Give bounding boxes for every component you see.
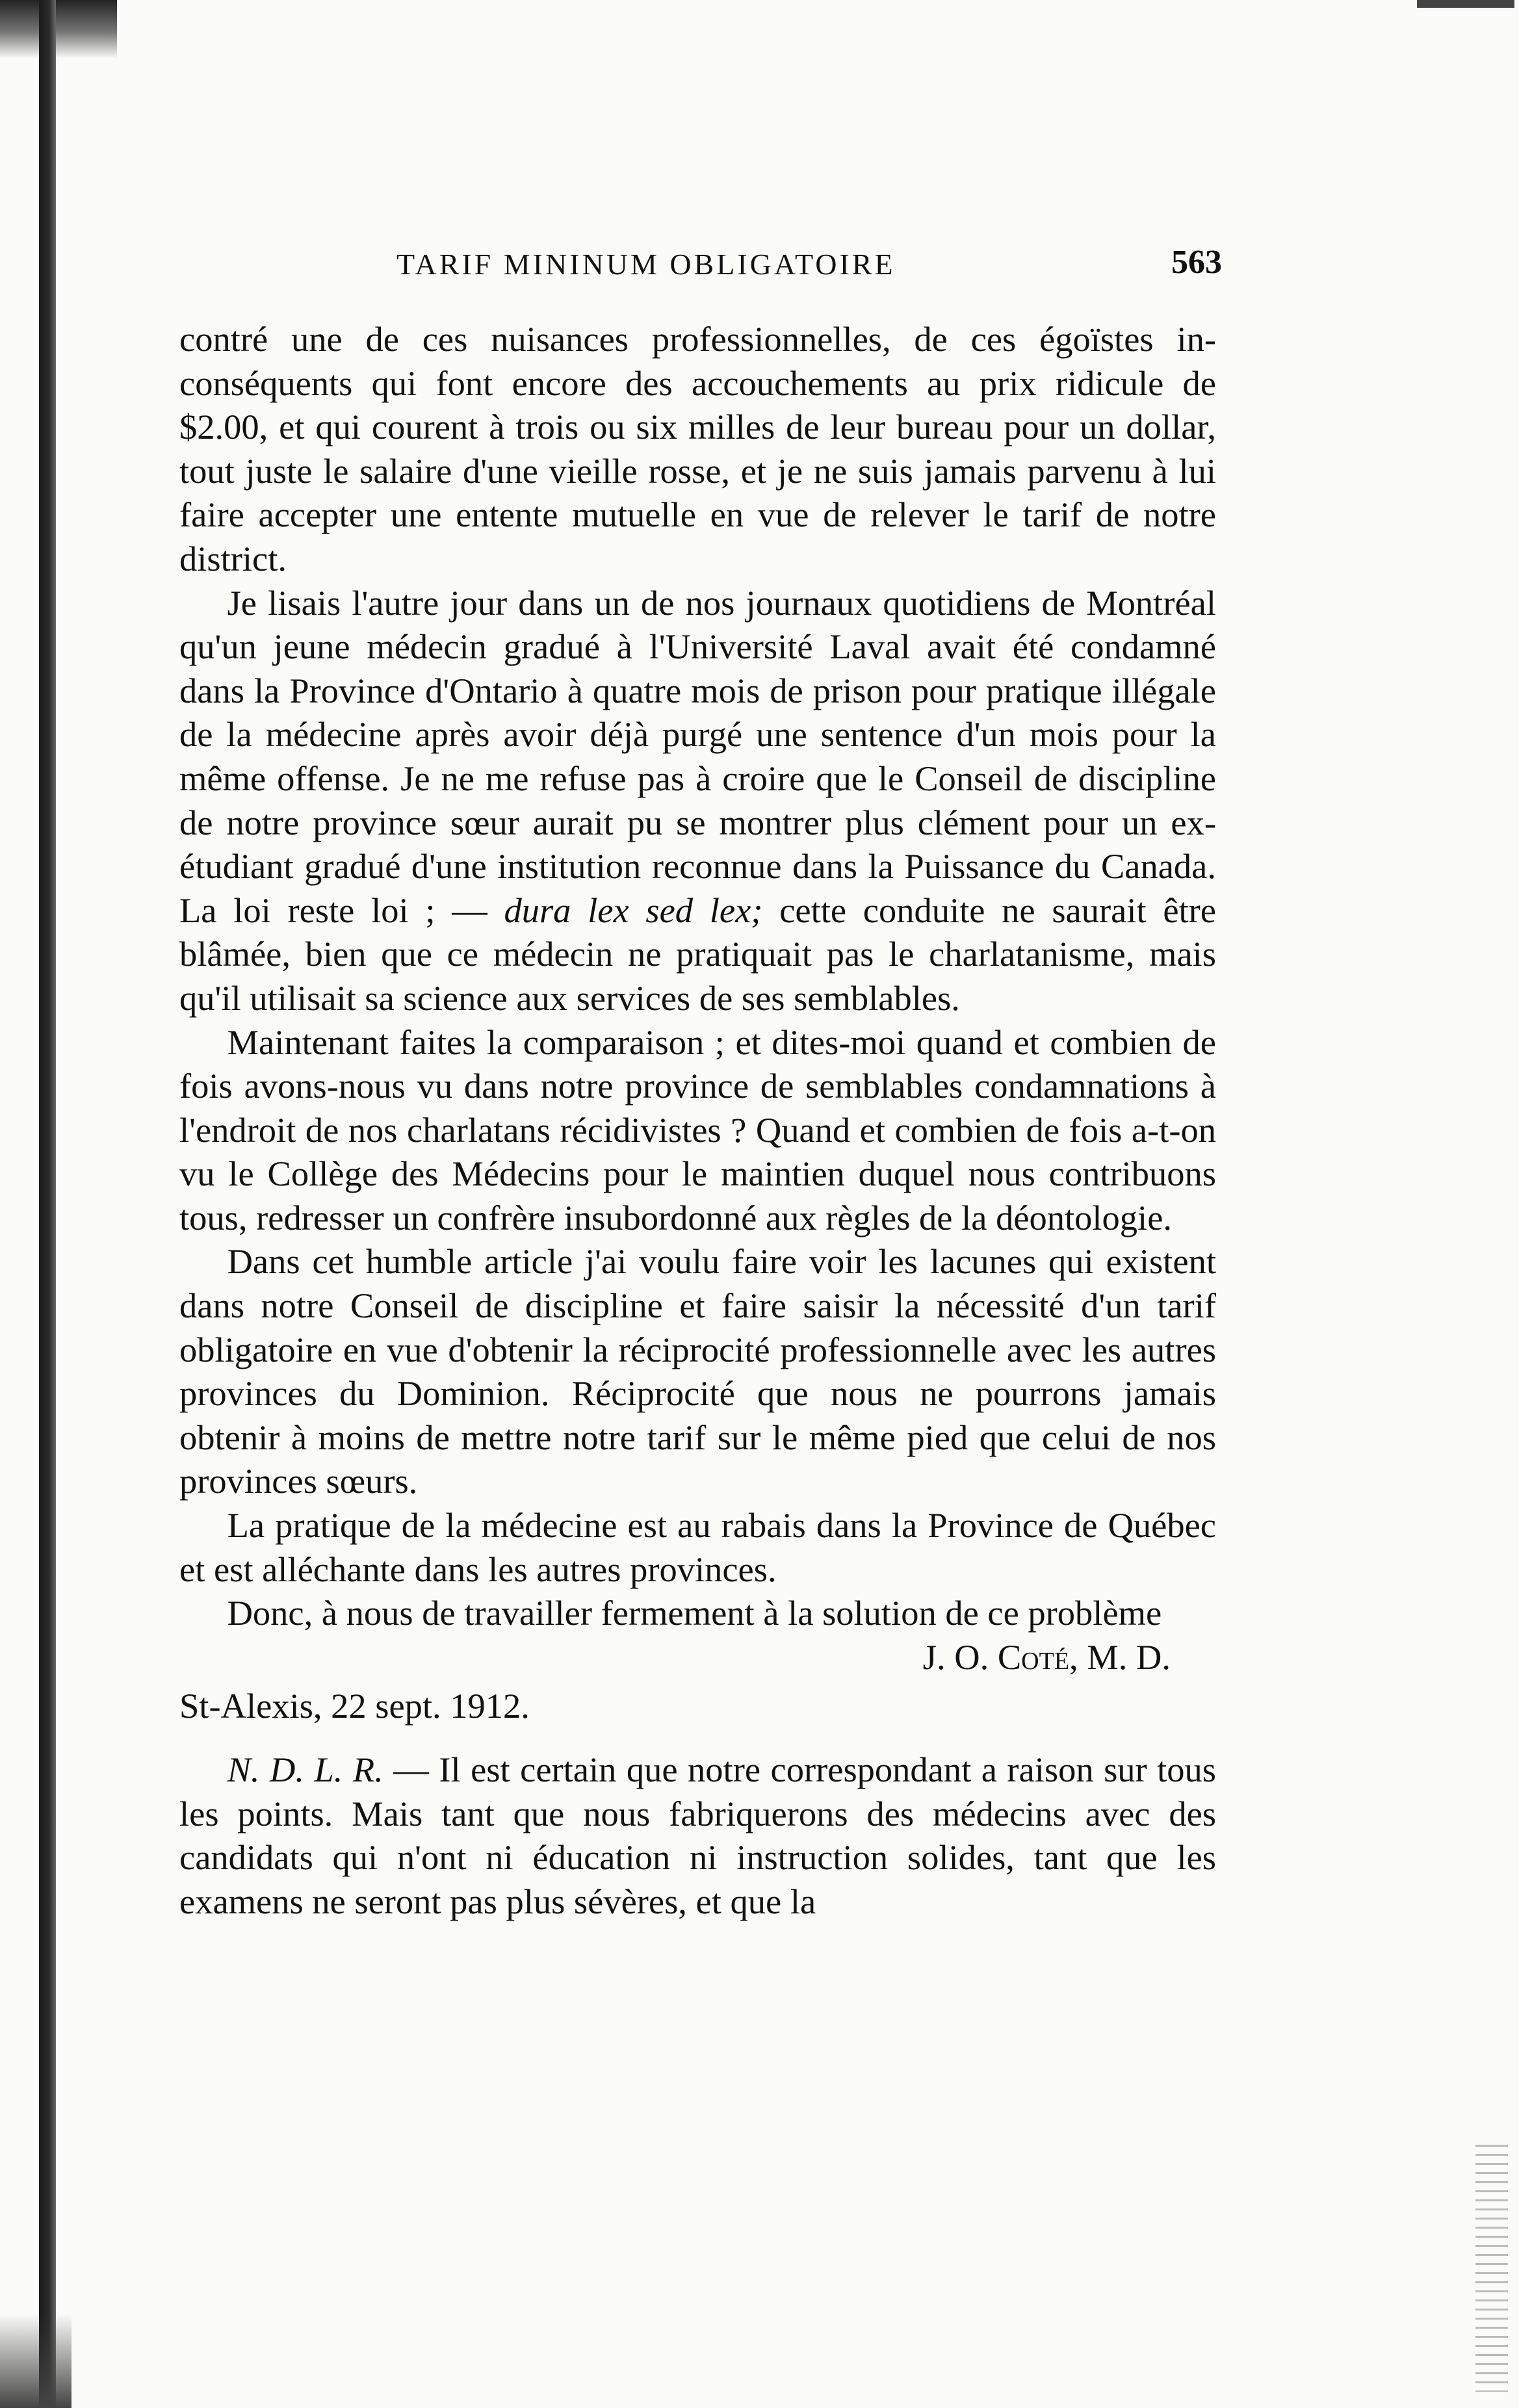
editor-note-text: — Il est certain que notre correspondant a raison sur tous les points. Mais tant que nous fabriquerons des médecins avec des candidats qui n'ont ni éducation ni instruction solides, tant que les examens ne seront pas plus sévères, et que la [179,1750,1217,1921]
author-name: J. O. Coté, M. D. [922,1637,1171,1677]
paragraph-2-part-b: cette conduite ne saurait être blâmée, bien que ce médecin ne pratiquait pas le charlatanisme, mais qu'il utilisait sa science aux services de ses semblables. [179,890,1216,1018]
editor-note [179,1748,1216,1923]
paragraph-4: Dans cet humble article j'ai voulu faire voir les lacunes qui existent dans notre Conseil de discipline et faire saisir la nécessité d'un tarif obligatoire en vue d'obtenir la réciprocité professionnelle avec les autres provinces du Dominion. Réciprocité que nous ne pourrons jamais obtenir à moins de mettre notre tarif sur le même pied que celui de nos provinces sœurs. [179,1241,1216,1501]
paragraph-2-part-a: Je lisais l'autre jour dans un de nos journaux quotidiens de Montréal qu'un jeune médecin gradué à l'Université Laval avait été condamné dans la Province d'Ontario à quatre mois de prison pour pratique illégale de la médecine après avoir déjà purgé une sentence d'un mois pour la même offense. Je ne me refuse pas à croire que le Conseil de discipline de notre province sœur aurait pu se montrer plus clément pour un ex-étudiant gradué d'une institution reconnue dans la Puissance du Canada. La loi reste loi ; — [179,582,1216,930]
paragraph-5: La pratique de la médecine est au rabais dans la Province de Québec et est alléchante dans les autres provinces. [179,1505,1216,1589]
latin-phrase: dura lex sed lex; [504,890,763,930]
paragraph-6: Donc, à nous de travailler fermement à la solution de ce problème [227,1593,1162,1633]
scan-artifact-top-right [1417,0,1514,8]
place-date: St-Alexis, 22 sept. 1912. [179,1686,530,1726]
paragraph-1: contré une de ces nuisances professionnelles, de ces égoïstes in-conséquents qui font encore des accouchements au prix ridicule de $2.00, et qui courent à trois ou six milles de leur bureau pour un dollar, tout juste le salaire d'une vieille rosse, et je ne suis jamais parvenu à lui faire accepter une entente mutuelle en vue de relever le tarif de notre district. [179,319,1216,578]
page-header [175,240,1222,286]
running-title: TARIF MININUM OBLIGATOIRE [396,248,896,281]
page-number: 563 [1171,244,1222,281]
binding-shadow-bottom [0,2314,71,2408]
binding-shadow-top [0,0,117,58]
author-signature [179,1635,1216,1679]
binding-edge [39,0,56,2408]
scan-artifact-right-edge [1475,2145,1508,2392]
paragraph-2 [179,581,1216,1020]
editor-note-label: N. D. L. R. [227,1750,383,1789]
paragraph-3: Maintenant faites la comparaison ; et dites-moi quand et combien de fois avons-nous vu dans notre province de semblables condamnations à l'endroit de nos charlatans récidivistes ? Quand et combien de fois a-t-on vu le Collège des Médecins pour le maintien duquel nous contribuons tous, redresser un confrère insubordonné aux règles de la déontologie. [179,1022,1216,1237]
article-body [179,317,1216,1923]
